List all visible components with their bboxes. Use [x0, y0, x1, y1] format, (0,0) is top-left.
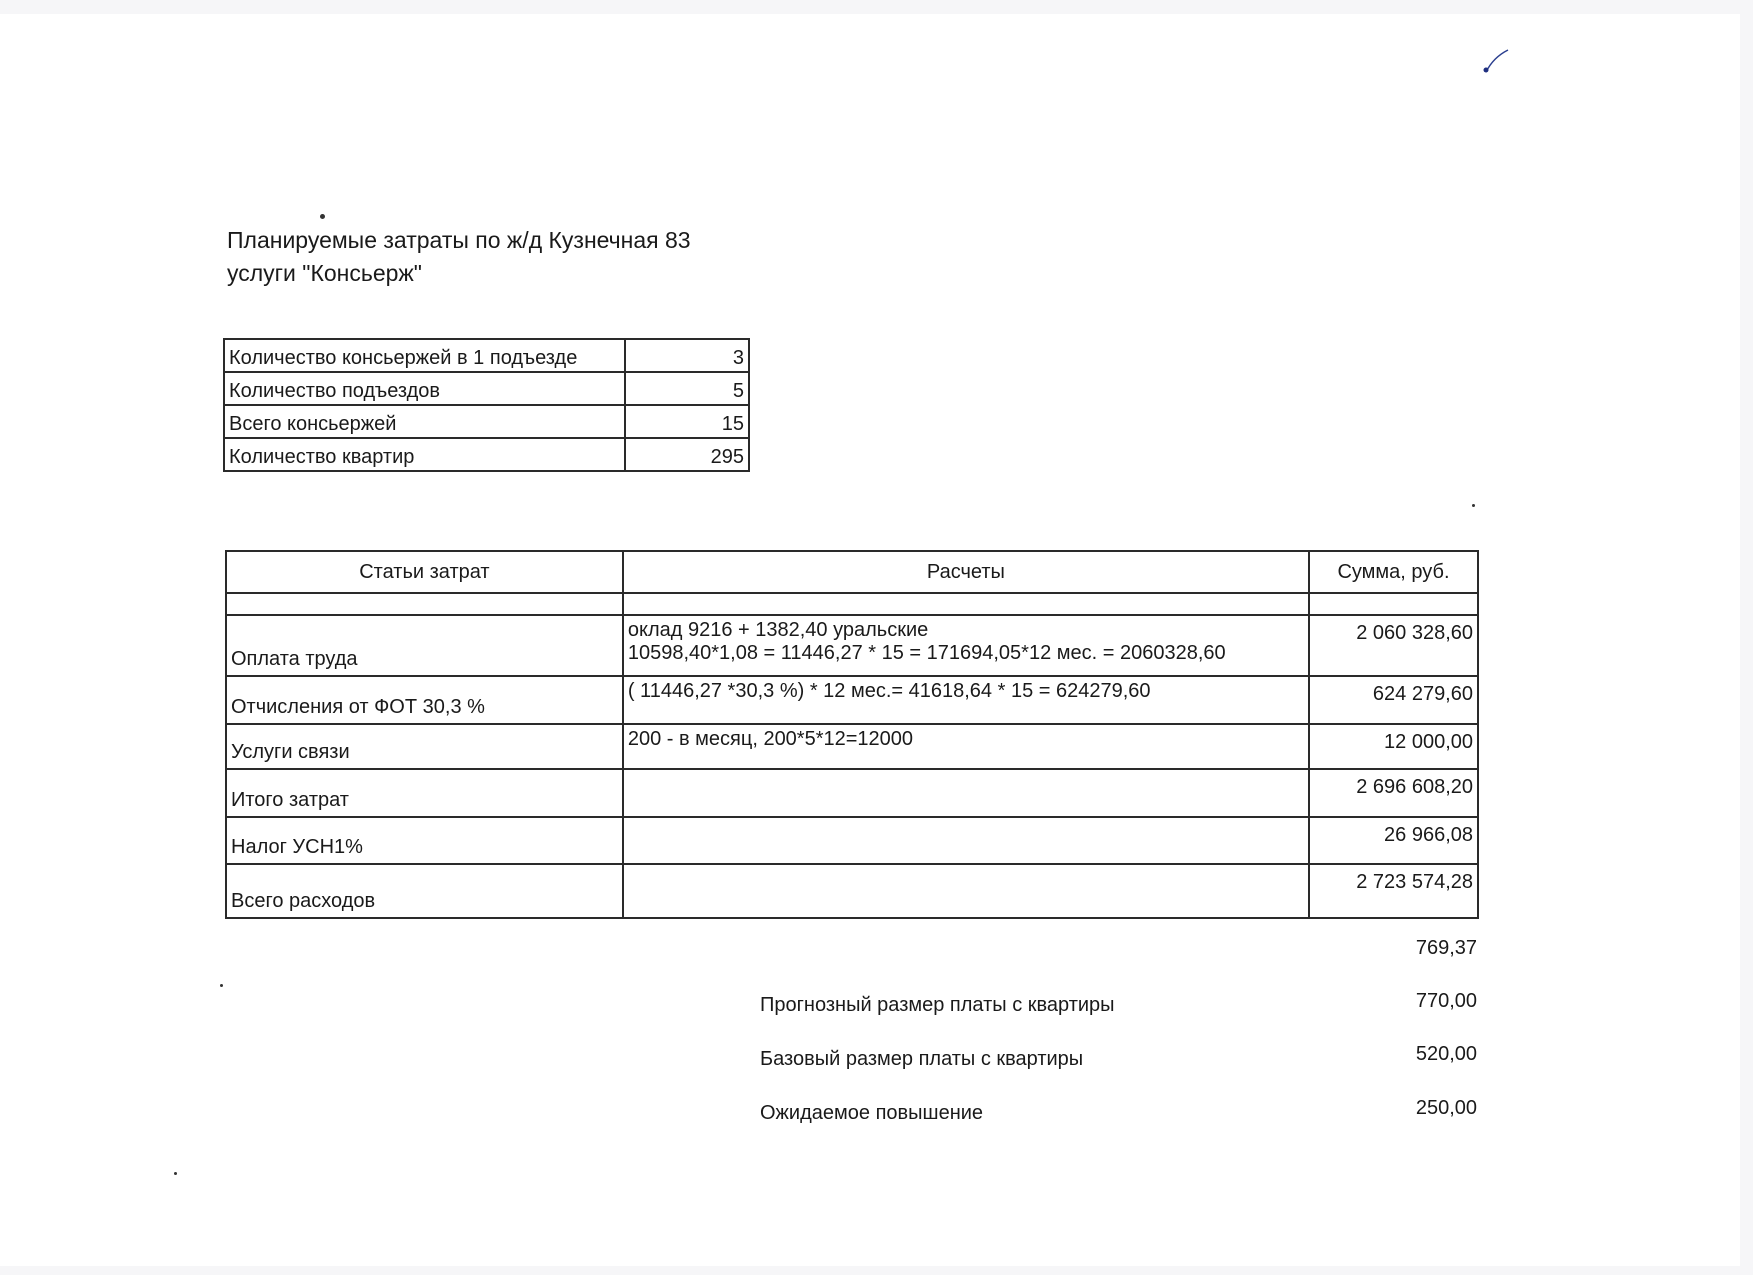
scan-speck — [320, 214, 325, 219]
forecast-label: Прогнозный размер платы с квартиры — [760, 994, 1115, 1016]
header-calc: Расчеты — [623, 551, 1309, 593]
cost-item: Оплата труда — [226, 615, 623, 676]
header-item: Статьи затрат — [226, 551, 623, 593]
forecast-value: 770,00 — [1415, 990, 1477, 1012]
cost-calc — [623, 769, 1309, 817]
info-row — [224, 339, 749, 372]
info-value: 3 — [625, 339, 749, 372]
cost-table — [225, 550, 1479, 919]
cost-item: Отчисления от ФОТ 30,3 % — [226, 676, 623, 724]
cost-sum: 624 279,60 — [1309, 676, 1478, 724]
title-line-2: услуги "Консьерж" — [227, 260, 422, 286]
cost-sum: 26 966,08 — [1309, 817, 1478, 864]
blank-cell — [226, 593, 623, 615]
scan-speck — [220, 984, 223, 987]
scan-speck — [174, 1172, 177, 1175]
table-row — [226, 615, 1478, 676]
title-line-1: Планируемые затраты по ж/д Кузнечная 83 — [227, 227, 691, 253]
table-row — [226, 817, 1478, 864]
info-row — [224, 372, 749, 405]
calc-line-1: оклад 9216 + 1382,40 уральские — [627, 619, 929, 641]
per-flat-calc-value: 769,37 — [1415, 937, 1477, 959]
info-value: 295 — [625, 438, 749, 471]
table-row — [226, 724, 1478, 769]
info-label: Количество квартир — [224, 438, 625, 471]
table-row — [226, 864, 1478, 918]
cost-calc — [623, 676, 1309, 724]
cost-item: Услуги связи — [226, 724, 623, 769]
cost-calc — [623, 817, 1309, 864]
header-sum: Сумма, руб. — [1309, 551, 1478, 593]
blank-cell — [623, 593, 1309, 615]
cost-calc — [623, 615, 1309, 676]
cost-calc — [623, 724, 1309, 769]
info-value: 5 — [625, 372, 749, 405]
cost-sum: 2 060 328,60 — [1309, 615, 1478, 676]
pen-mark-icon — [1482, 46, 1512, 76]
calc-line-1: ( 11446,27 *30,3 %) * 12 мес.= 41618,64 * 15 = 624279,60 — [627, 680, 1151, 702]
document-title — [227, 224, 691, 290]
cost-item: Налог УСН1% — [226, 817, 623, 864]
cost-item: Итого затрат — [226, 769, 623, 817]
info-row — [224, 438, 749, 471]
cost-sum: 2 696 608,20 — [1309, 769, 1478, 817]
table-row — [226, 676, 1478, 724]
info-label: Всего консьержей — [224, 405, 625, 438]
base-value: 520,00 — [1415, 1043, 1477, 1065]
cost-calc — [623, 864, 1309, 918]
info-label: Количество консьержей в 1 подъезде — [224, 339, 625, 372]
increase-label: Ожидаемое повышение — [760, 1102, 984, 1124]
calc-line-1: 200 - в месяц, 200*5*12=12000 — [627, 728, 914, 750]
calc-line-2: 10598,40*1,08 = 11446,27 * 15 = 171694,05*12 мес. = 2060328,60 — [627, 642, 1226, 664]
cost-item: Всего расходов — [226, 864, 623, 918]
blank-row — [226, 593, 1478, 615]
info-table — [223, 338, 750, 472]
scan-speck — [1472, 504, 1475, 507]
table-row — [226, 769, 1478, 817]
cost-sum: 2 723 574,28 — [1309, 864, 1478, 918]
cost-table-header — [226, 551, 1478, 593]
info-row — [224, 405, 749, 438]
blank-cell — [1309, 593, 1478, 615]
info-label: Количество подъездов — [224, 372, 625, 405]
increase-value: 250,00 — [1415, 1097, 1477, 1119]
cost-sum: 12 000,00 — [1309, 724, 1478, 769]
base-label: Базовый размер платы с квартиры — [760, 1048, 1084, 1070]
info-value: 15 — [625, 405, 749, 438]
